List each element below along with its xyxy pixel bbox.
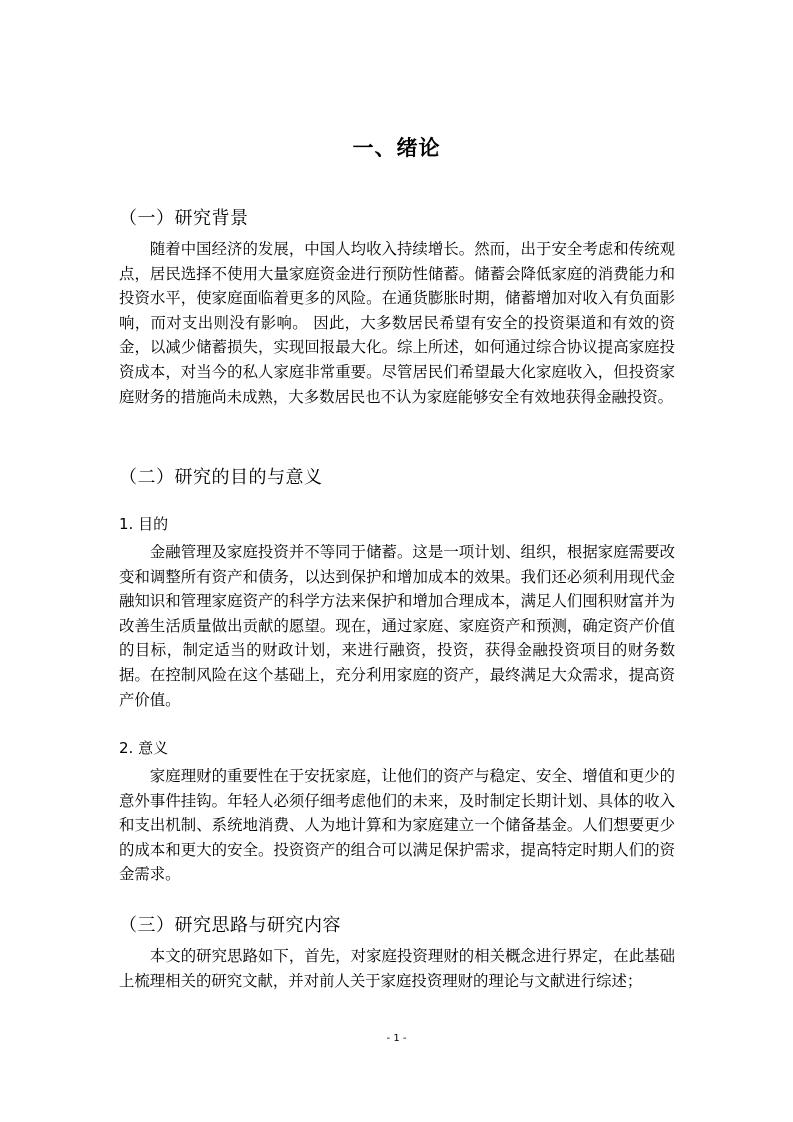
subsection-heading-purpose: 1. 目的 xyxy=(119,515,169,533)
paragraph-background: 随着中国经济的发展，中国人均收入持续增长。然而，出于安全考虑和传统观点，居民选择不使用大量家庭资金进行预防性储蓄。储蓄会降低家庭的消费能力和投资水平，使家庭面临着更多的风险。在通货膨胀时期，储蓄增加对收入有负面影响，而对支出则没有影响。 因此，大多数居民希望有安全的投资渠道和有效的资金，以减少储蓄损失，实现回报最大化。综上所述，如何通过综合协议提高家庭投资成本，对当今的私人家庭非常重要。尽管居民们希望最大化家庭收入，但投资家庭财务的措施尚未成熟，大多数居民也不认为家庭能够安全有效地获得金融投资。 xyxy=(119,240,675,406)
paragraph-purpose: 金融管理及家庭投资并不等同于储蓄。这是一项计划、组织，根据家庭需要改变和调整所有资产和债务，以达到保护和增加成本的效果。我们还必须利用现代金融知识和管理家庭资产的科学方法来保护和增加合理成本，满足人们囤积财富并为改善生活质量做出贡献的愿望。现在，通过家庭、家庭资产和预测，确定资产价值的目标，制定适当的财政计划，来进行融资，投资，获得金融投资项目的财务数据。在控制风险在这个基础上，充分利用家庭的资产，最终满足大众需求，提高资产价值。 xyxy=(119,543,675,709)
subsection-heading-significance: 2. 意义 xyxy=(119,739,169,757)
paragraph-approach: 本文的研究思路如下，首先，对家庭投资理财的相关概念进行界定，在此基础上梳理相关的研究文献，并对前人关于家庭投资理财的理论与文献进行综述； xyxy=(119,947,675,990)
section-heading-background: （一）研究背景 xyxy=(119,208,249,229)
section-heading-approach-content: （三）研究思路与研究内容 xyxy=(119,915,341,936)
page-number: - 1 - xyxy=(386,1033,407,1044)
paragraph-significance: 家庭理财的重要性在于安抚家庭，让他们的资产与稳定、安全、增值和更少的意外事件挂钩。年轻人必须仔细考虑他们的未来，及时制定长期计划、具体的收入和支出机制、系统地消费、人为地计算和为家庭建立一个储备基金。人们想要更少的成本和更大的安全。投资资产的组合可以满足保护需求，提高特定时期人们的资金需求。 xyxy=(119,767,675,884)
chapter-title: 一、绪论 xyxy=(352,136,441,160)
section-heading-purpose-significance: （二）研究的目的与意义 xyxy=(119,467,323,488)
